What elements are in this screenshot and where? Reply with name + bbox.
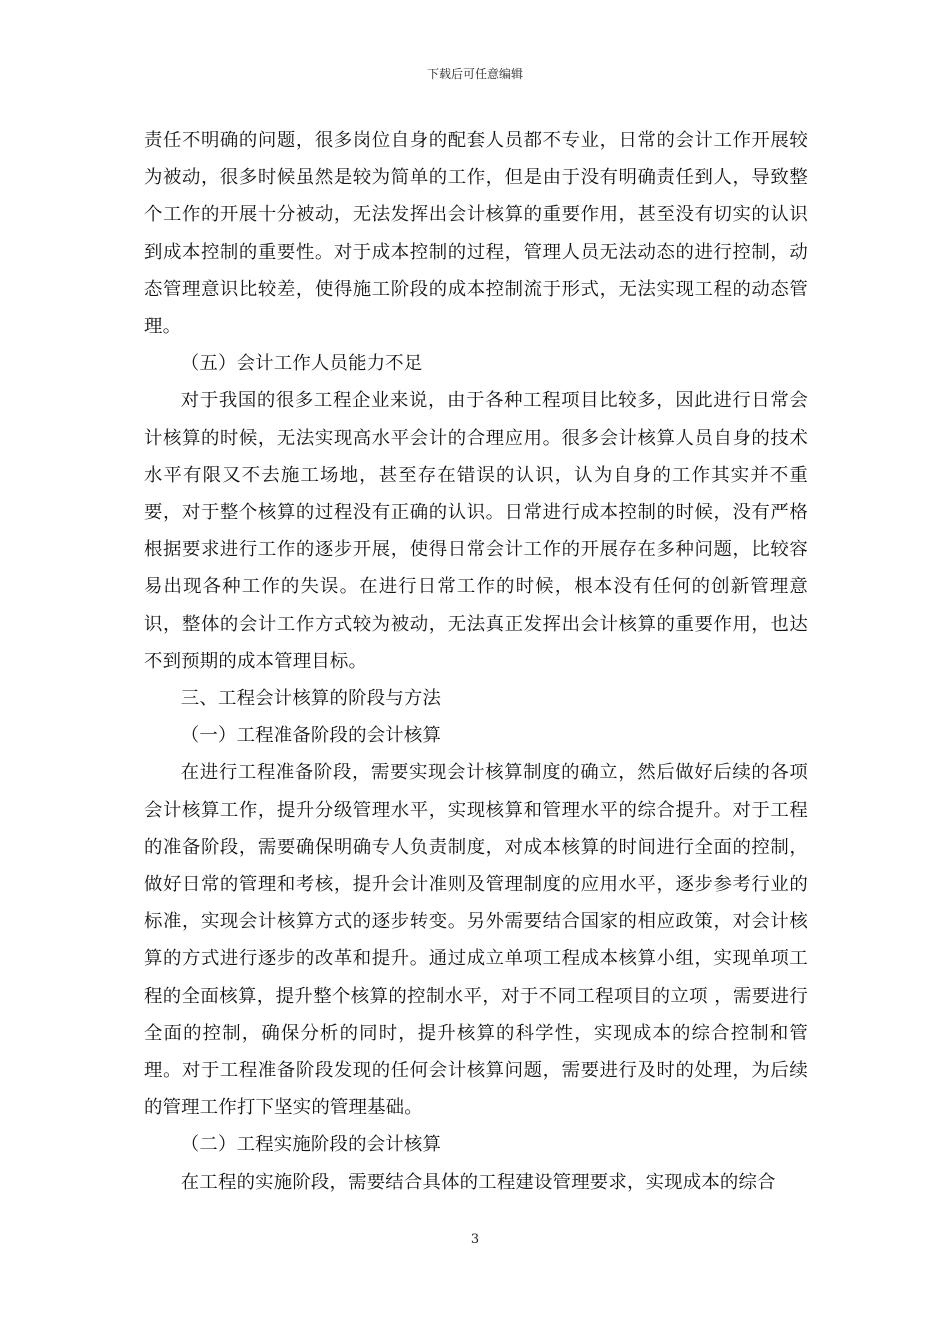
section-heading-3: 三、工程会计核算的阶段与方法 bbox=[180, 688, 442, 710]
paragraph: 对于我国的很多工程企业来说，由于各种工程项目比较多，因此进行日常会计核算的时候，无法实现高水平会计的合理应用。很多会计核算人员自身的技术水平有限又不去施工场地，甚至存在错误的认识，认为自身的工作其实并不重要，对于整个核算的过程没有正确的认识。日常进行成本控制的时候，没有严格根据要求进行工作的逐步开展，使得日常会计工作的开展存在多种问题，比较容易出现各种工作的失误。在进行日常工作的时候，根本没有任何的创新管理意识，整体的会计工作方式较为被动，无法真正发挥出会计核算的重要作用，也达不到预期的成本管理目标。 bbox=[144, 390, 808, 672]
subsection-heading-5: （五）会计工作人员能力不足 bbox=[180, 353, 423, 375]
document-body bbox=[144, 122, 808, 1201]
subsection-heading-2: （二）工程实施阶段的会计核算 bbox=[180, 1134, 442, 1156]
paragraph-continued: 责任不明确的问题，很多岗位自身的配套人员都不专业，日常的会计工作开展较为被动，很多时候虽然是较为简单的工作，但是由于没有明确责任到人，导致整个工作的开展十分被动，无法发挥出会计核算的重要作用，甚至没有切实的认识到成本控制的重要性。对于成本控制的过程，管理人员无法动态的进行控制，动态管理意识比较差，使得施工阶段的成本控制流于形式，无法实现工程的动态管理。 bbox=[144, 130, 808, 338]
page-header: 下载后可任意编辑 bbox=[426, 67, 523, 81]
paragraph: 在工程的实施阶段，需要结合具体的工程建设管理要求，实现成本的综合 bbox=[180, 1171, 776, 1193]
paragraph: 在进行工程准备阶段，需要实现会计核算制度的确立，然后做好后续的各项会计核算工作，提升分级管理水平，实现核算和管理水平的综合提升。对于工程的准备阶段，需要确保明确专人负责制度，对成本核算的时间进行全面的控制，做好日常的管理和考核，提升会计准则及管理制度的应用水平，逐步参考行业的标准，实现会计核算方式的逐步转变。另外需要结合国家的相应政策，对会计核算的方式进行逐步的改革和提升。通过成立单项工程成本核算小组，实现单项工程的全面核算，提升整个核算的控制水平，对于不同工程项目的立项 ，需要进行全面的控制，确保分析的同时，提升核算的科学性，实现成本的综合控制和管理。对于工程准备阶段发现的任何会计核算问题，需要进行及时的处理，为后续的管理工作打下坚实的管理基础。 bbox=[144, 762, 808, 1119]
subsection-heading-1: （一）工程准备阶段的会计核算 bbox=[180, 725, 442, 747]
page-number: 3 bbox=[470, 1232, 480, 1247]
